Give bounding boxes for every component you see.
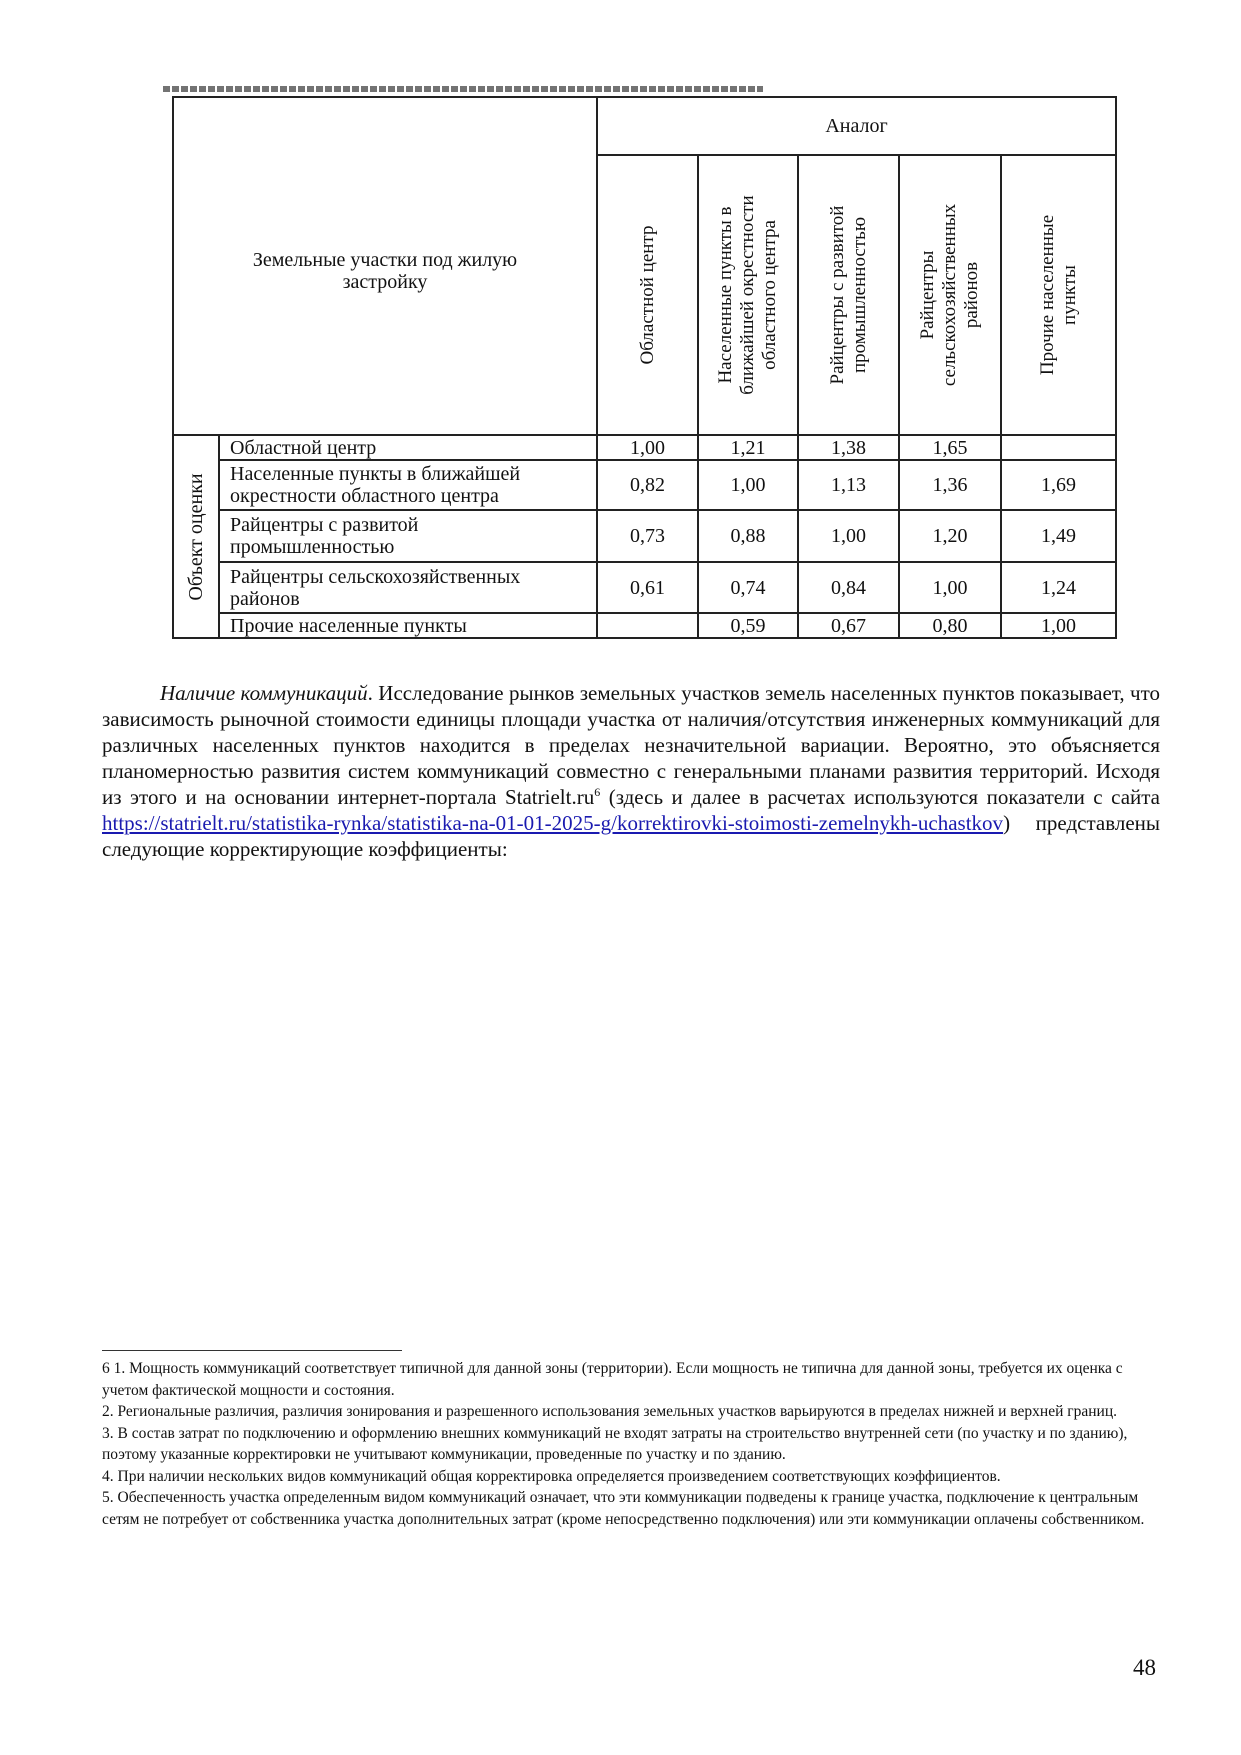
cell: 0,84 <box>798 562 899 613</box>
cell: 0,82 <box>597 460 698 510</box>
page-number: 48 <box>1133 1655 1156 1680</box>
table-row <box>173 460 1116 510</box>
column-header-line: промышленностью <box>848 216 870 374</box>
column-header-2 <box>698 155 798 435</box>
corner-line-1: Земельные участки под жилую застройку <box>252 249 518 293</box>
cell: 1,00 <box>597 435 698 460</box>
cell: 0,67 <box>798 613 899 638</box>
column-header-line: Райцентры <box>917 250 938 340</box>
column-header-1 <box>597 155 698 435</box>
cell: 0,59 <box>698 613 798 638</box>
footnote-divider <box>102 1350 402 1351</box>
column-header-line: Райцентры с развитой <box>826 205 848 385</box>
cell: 1,38 <box>798 435 899 460</box>
row-label <box>219 460 597 510</box>
footnote-item: 4. При наличии нескольких видов коммуникаций общая корректировка определяется произведением соответствующих коэффициентов. <box>102 1467 1001 1485</box>
cell: 0,80 <box>899 613 1001 638</box>
correction-coefficients-table <box>172 96 1117 639</box>
cell: 0,73 <box>597 510 698 562</box>
cell: 1,20 <box>899 510 1001 562</box>
column-header-3 <box>798 155 899 435</box>
cell: 0,74 <box>698 562 798 613</box>
cell <box>597 613 698 638</box>
footnote-item: 6 1. Мощность коммуникаций соответствует типичной для данной зоны (территории). Если мощность не типична для данной зоны, требуется их оценка с учетом фактической мощности и состояния. <box>102 1360 1123 1399</box>
row-label <box>219 510 597 562</box>
column-header-line: Прочие населенные <box>1036 214 1058 376</box>
row-label-line: Населенные пункты в ближайшей <box>230 463 521 485</box>
object-header: Объект оценки <box>173 435 219 638</box>
column-header-line: пункты <box>1058 265 1080 325</box>
statrielt-link[interactable]: https://statrielt.ru/statistika-rynka/statistika-na-01-01-2025-g/korrektirovki-stoimosti-zemelnykh-uchastkov <box>102 811 1004 835</box>
cell: 1,13 <box>798 460 899 510</box>
footnote-item: 2. Региональные различия, различия зонирования и разрешенного использования земельных участков варьируются в пределах нижней и верхней границ. <box>102 1403 1118 1420</box>
cell: 1,24 <box>1001 562 1116 613</box>
row-label-line: Прочие населенные пункты <box>230 614 467 637</box>
paragraph-text-3: ) представлены следующие корректирующие коэффициенты: <box>102 811 1160 861</box>
column-header-line: ближайшей окрестности <box>737 195 758 395</box>
table-row <box>173 435 1116 460</box>
cell: 1,00 <box>899 562 1001 613</box>
paragraph-text-2: (здесь и далее в расчетах используются показатели с сайта <box>600 785 1161 809</box>
footnote-ref[interactable]: 6 <box>594 785 601 799</box>
paragraph-text-1: . Исследование рынков земельных участков земель населенных пунктов показывает, что зависимость рыночной стоимости единицы площади участка от наличия/отсутствия инженерных коммуникаций для различных населенных пунктов находится в пределах незначительной вариации. Вероятно, это объясняется планомерностью развития систем коммуникаций совместно с генеральными планами развития территорий. Исходя из этого и на основании интернет-портала Statrielt.ru <box>102 681 1160 809</box>
row-label-line: окрестности областного центра <box>230 485 499 507</box>
row-label <box>219 613 597 638</box>
cell: 0,61 <box>597 562 698 613</box>
row-label-line: Райцентры сельскохозяйственных <box>230 565 521 588</box>
cell: 1,00 <box>698 460 798 510</box>
column-header-4 <box>899 155 1001 435</box>
table-corner-label <box>173 97 597 435</box>
cell: 1,36 <box>899 460 1001 510</box>
cell: 1,65 <box>899 435 1001 460</box>
row-label <box>219 562 597 613</box>
column-header-line: районов <box>961 261 982 329</box>
cell: 1,21 <box>698 435 798 460</box>
cell: 0,88 <box>698 510 798 562</box>
table-row <box>173 562 1116 613</box>
cell <box>1001 435 1116 460</box>
column-header-5 <box>1001 155 1116 435</box>
row-label-line: Областной центр <box>230 436 377 459</box>
footnote-item: 3. В состав затрат по подключению и оформлению внешних коммуникаций не входят затраты на строительство внутренней сети (по участку и по зданию), поэтому указанные корректировки не учитывают коммуникации, проведенные по участку и по зданию. <box>102 1424 1128 1463</box>
paragraph-lead: Наличие коммуникаций <box>160 681 368 705</box>
cell: 1,00 <box>1001 613 1116 638</box>
row-label <box>219 435 597 460</box>
column-header-line: Населенные пункты в <box>715 206 736 384</box>
footnotes <box>102 1358 1160 1530</box>
cell: 1,00 <box>798 510 899 562</box>
row-label-line: районов <box>230 587 300 610</box>
column-header-line: Областной центр <box>636 225 658 365</box>
row-label-line: Райцентры с развитой <box>230 514 419 536</box>
table-row <box>173 510 1116 562</box>
cropped-text-fragment <box>163 86 763 92</box>
row-label-line: промышленностью <box>230 536 395 558</box>
column-header-line: областного центра <box>759 220 780 370</box>
table-row <box>173 613 1116 638</box>
footnote-item: 5. Обеспеченность участка определенным видом коммуникаций означает, что эти коммуникации подведены к границе участка, подключение к центральным сетям не потребует от собственника участка дополнительных затрат (кроме непосредственно подключения) или эти коммуникации оплачены собственником. <box>102 1489 1145 1528</box>
analog-header: Аналог <box>597 97 1116 155</box>
cell: 1,69 <box>1001 460 1116 510</box>
column-header-line: сельскохозяйственных <box>939 203 960 387</box>
body-paragraph <box>102 680 1160 862</box>
cell: 1,49 <box>1001 510 1116 562</box>
